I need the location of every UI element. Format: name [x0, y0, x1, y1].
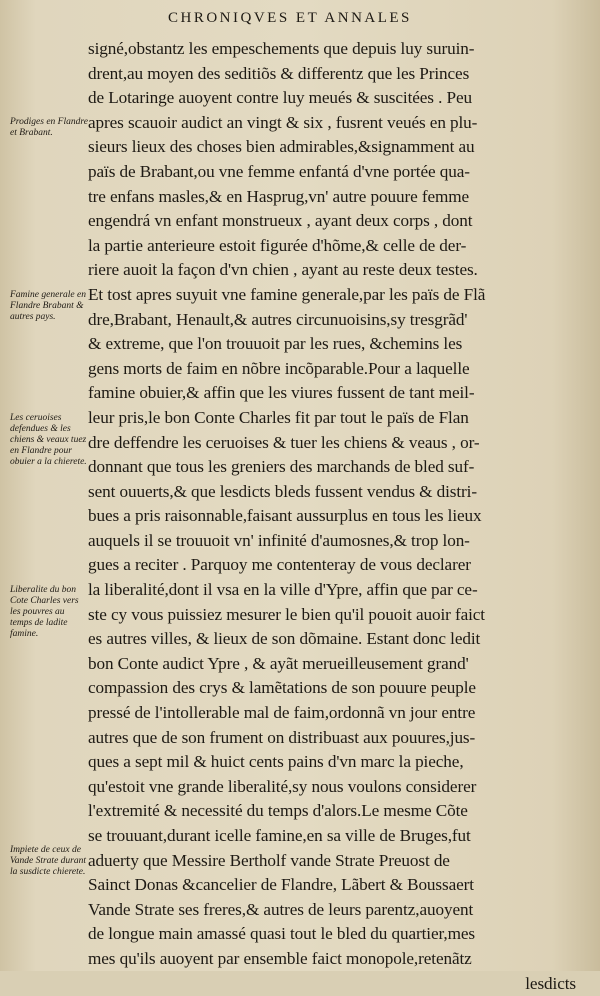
- margin-note: Prodiges en Flandre et Brabant.: [10, 117, 88, 138]
- text-line: leur pris,le bon Conte Charles fit par tout le païs de Flan: [88, 407, 469, 427]
- text-line: bues a pris raisonnable,faisant aussurplus en tous les lieux: [88, 506, 482, 526]
- text-line: ques a sept mil & huict cents pains d'vn marc la pieche,: [88, 752, 464, 772]
- text-line: dre,Brabant, Henault,& autres circunuoisins,sy tresgrãd': [88, 309, 468, 329]
- text-line: l'extremité & necessité du temps d'alors.Le mesme Cõte: [88, 801, 468, 821]
- text-line: la partie anterieure estoit figurée d'hõme,& celle de der-: [88, 235, 467, 255]
- margin-note: Famine generale en Flandre Brabant & autres pays.: [10, 290, 86, 322]
- margin-note: Liberalite du bon Cote Charles vers les pouvres au temps de ladite famine.: [10, 585, 79, 639]
- text-line: sieurs lieux des choses bien admirables,&signamment au: [88, 137, 475, 157]
- margin-note: Impiete de ceux de Vande Strate durant la susdicte chierete.: [10, 845, 86, 877]
- text-line: es autres villes, & lieux de son dõmaine. Estant donc ledit: [88, 629, 481, 649]
- text-line: drent,au moyen des seditiõs & differentz que les Princes: [88, 63, 470, 83]
- text-line: sent ouuerts,& que lesdicts bleds fussent vendus & distri-: [88, 481, 477, 501]
- text-line: Et tost apres suyuit vne famine generale,par les païs de Flã: [88, 284, 486, 304]
- text-line: autres que de son frument on distribuast aux pouures,jus-: [88, 727, 476, 747]
- text-line: auquels il se trouuoit vn' infinité d'aumosnes,& trop lon-: [88, 530, 470, 550]
- text-line: apres scauoir audict an vingt & six , fusrent veués en plu-: [88, 112, 478, 132]
- text-line: se trouuant,durant icelle famine,en sa ville de Bruges,fut: [88, 826, 471, 845]
- text-line: gens morts de faim en nõbre incõparable.Pour a laquelle: [88, 358, 470, 378]
- text-line: Sainct Donas &cancelier de Flandre, Lãbert & Boussaert: [88, 875, 474, 895]
- text-line: & extreme, que l'on trouuoit par les rues, &chemins les: [88, 334, 463, 354]
- margin-note: Les ceruoises defendues & les chiens & veaux tuez en Flandre pour obuier a la chierete.: [10, 413, 87, 467]
- text-line: tre enfans masles,& en Hasprug,vn' autre pouure femme: [88, 186, 470, 206]
- text-line: bon Conte audict Ypre , & ayãt merueilleusement grand': [88, 653, 469, 673]
- text-line: païs de Brabant,ou vne femme enfantá d'vne portée qua-: [88, 161, 470, 181]
- text-line: ste cy vous puissiez mesurer le bien qu'il pouoit auoir faict: [88, 604, 485, 624]
- text-line: signé,obstantz les empeschements que depuis luy suruin-: [88, 39, 475, 58]
- text-line: qu'estoit vne grande liberalité,sy nous voulons considerer: [88, 776, 477, 796]
- text-line: compassion des crys & lamẽtations de son pouure peuple: [88, 678, 476, 698]
- text-line: mes qu'ils auoyent par ensemble faict monopole,retenãtz: [88, 948, 472, 968]
- text-line: aduerty que Messire Bertholf vande Strate Preuost de: [88, 850, 450, 870]
- text-line: donnant que tous les greniers des marchands de bled suf-: [88, 457, 475, 477]
- text-line: de Lotaringe auoyent contre luy meués & suscitées . Peu: [88, 88, 472, 108]
- catchword: lesdicts: [525, 973, 576, 993]
- body-text: [88, 37, 588, 996]
- running-header: CHRONIQVES ET ANNALES: [168, 10, 412, 26]
- text-line: gues a reciter . Parquoy me contenteray de vous declarer: [88, 555, 471, 575]
- text-line: la liberalité,dont il vsa en la ville d'Ypre, affin que par ce-: [88, 580, 478, 600]
- text-line: riere auoit la façon d'vn chien , ayant au reste deux testes.: [88, 260, 478, 280]
- text-line: famine obuier,& affin que les viures fussent de tant meil-: [88, 383, 475, 403]
- text-line: de longue main amassé quasi tout le bled du quartier,mes: [88, 924, 476, 944]
- text-line: Vande Strate ses freres,& autres de leurs parentz,auoyent: [88, 899, 474, 919]
- text-line: pressé de l'intollerable mal de faim,ordonnã vn jour entre: [88, 703, 476, 723]
- text-line: engendrá vn enfant monstrueux , ayant deux corps , dont: [88, 211, 473, 231]
- text-line: dre deffendre les ceruoises & tuer les chiens & veaus , or-: [88, 432, 480, 452]
